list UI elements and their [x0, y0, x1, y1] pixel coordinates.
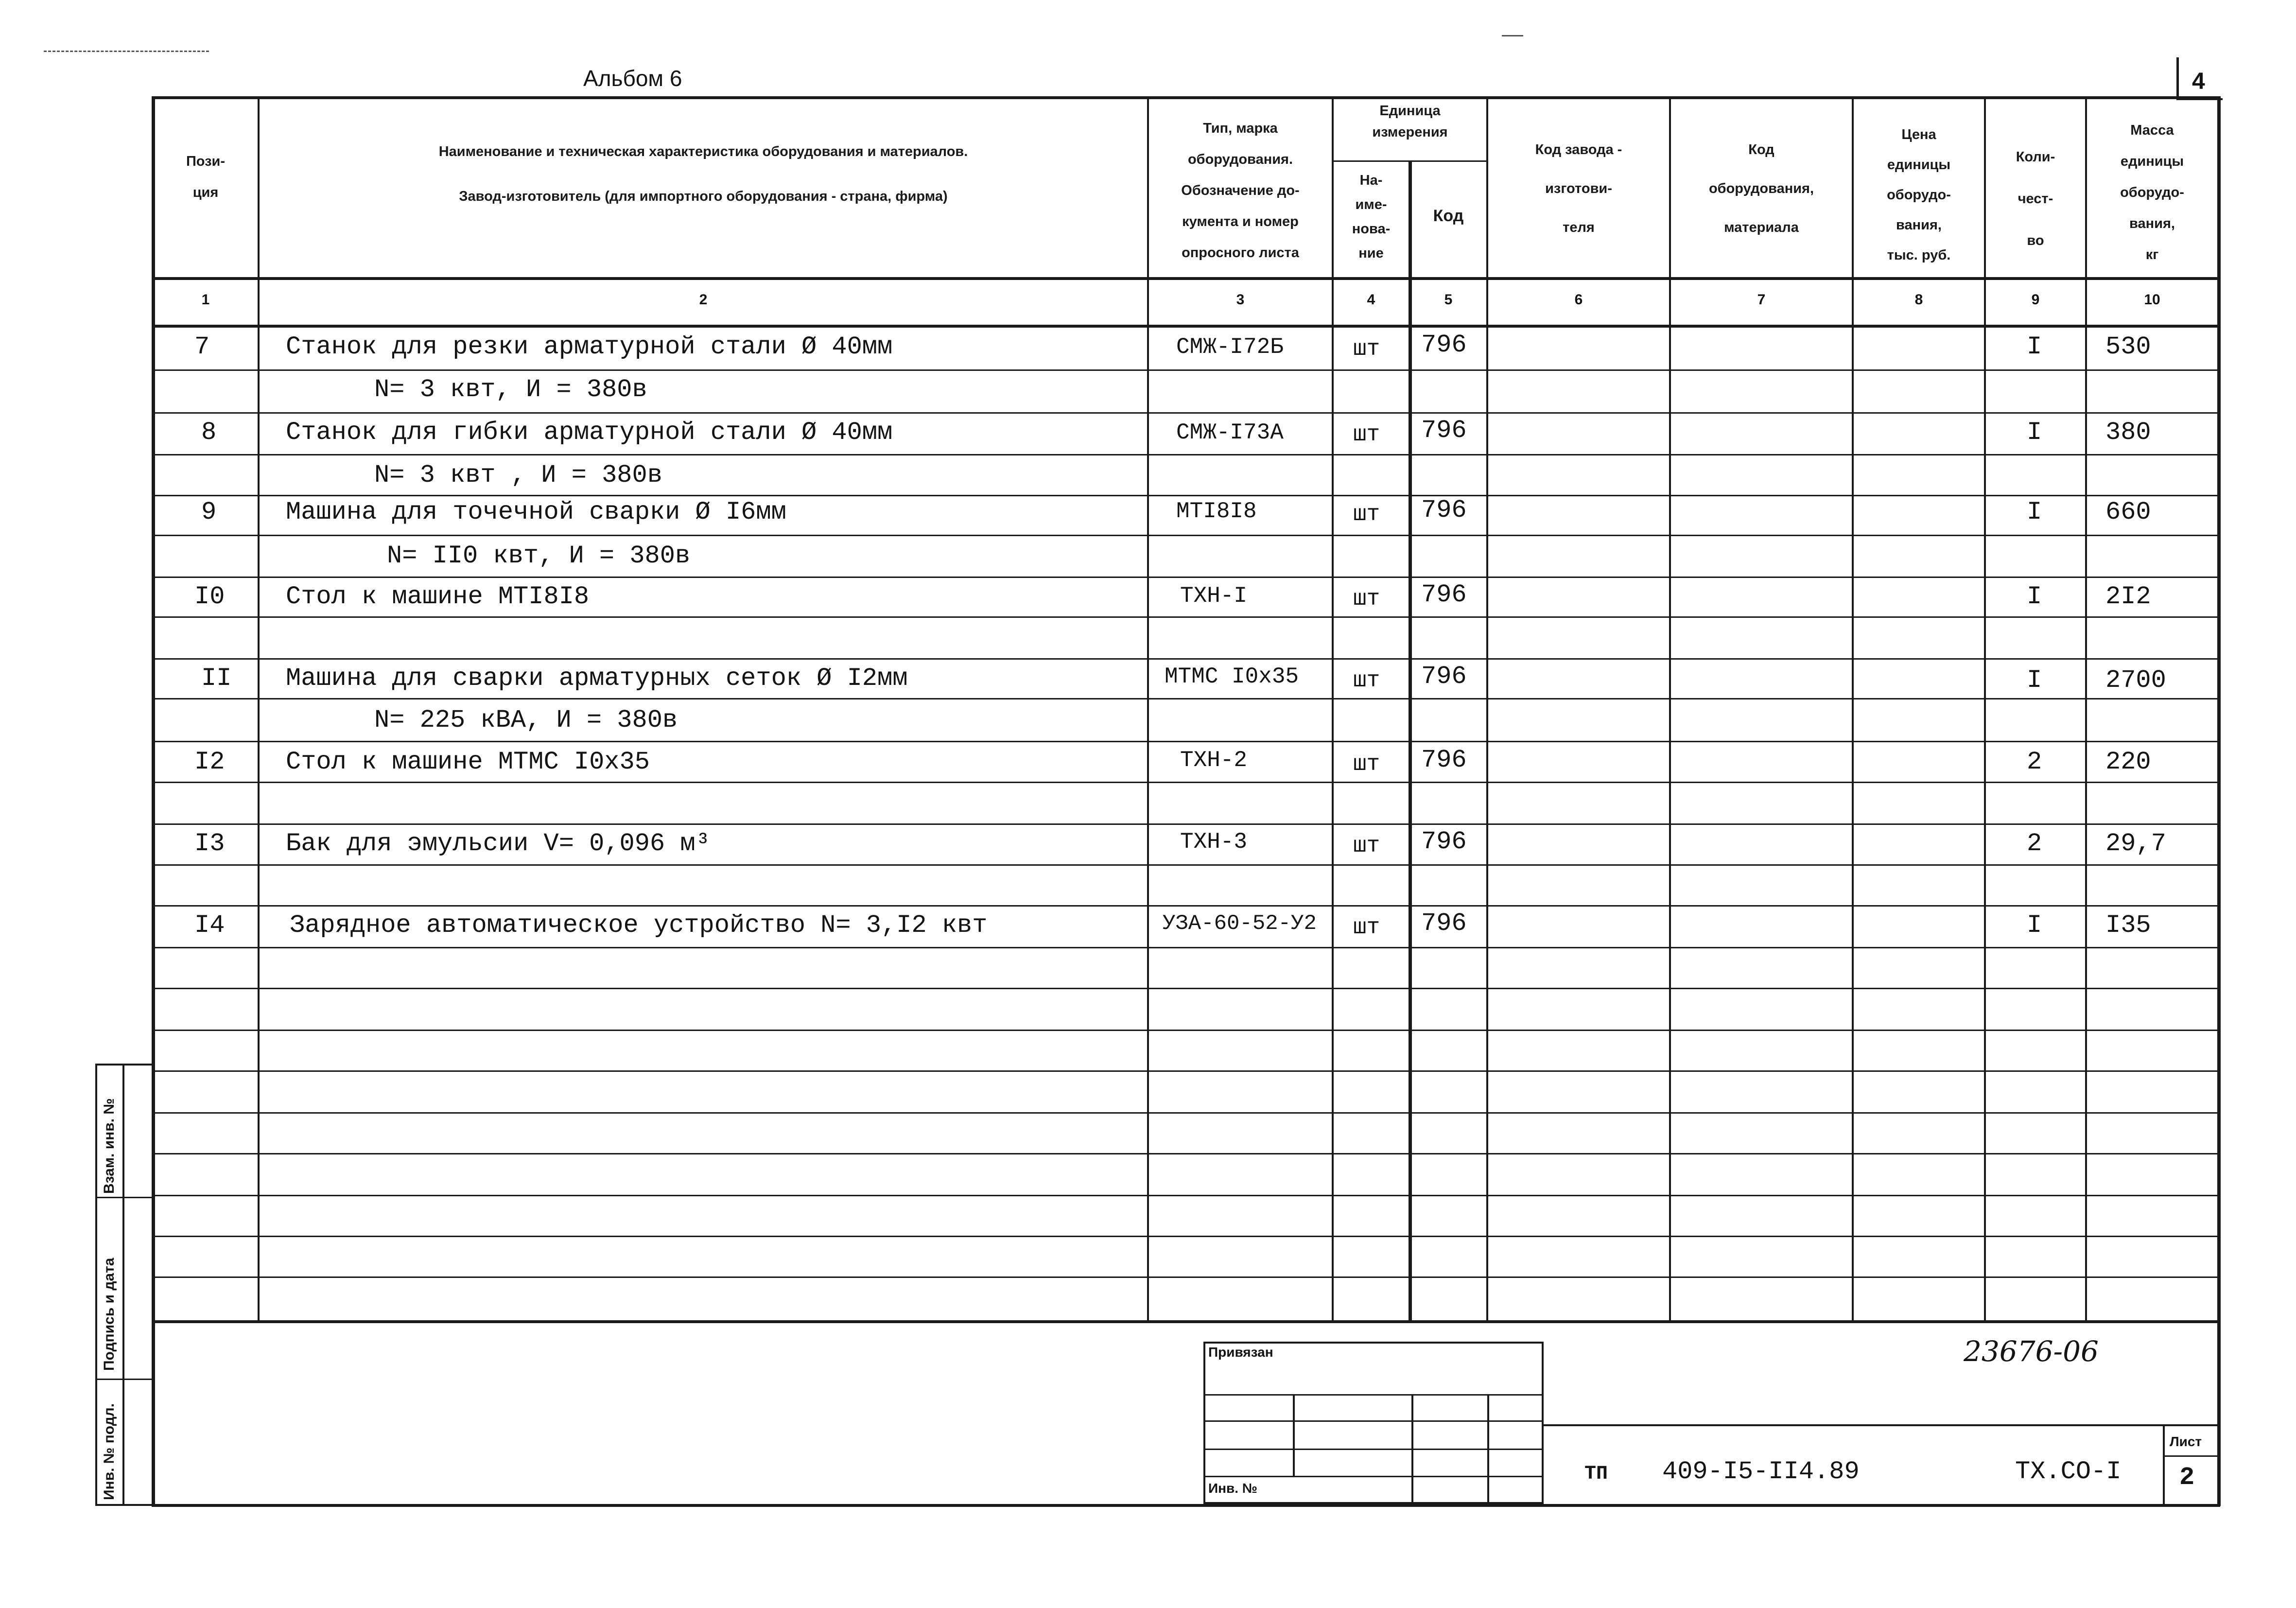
row-11-quantity: I: [2027, 666, 2042, 695]
side-strip-inner-line: [122, 1064, 124, 1506]
vline-col3-4: [1332, 96, 1334, 1320]
privyazan-line-4: [1203, 1476, 1544, 1477]
row-13-code: 796: [1421, 827, 1467, 856]
row-10-position: I0: [194, 582, 225, 611]
row-9-type: МТI8I8: [1176, 499, 1257, 524]
row-8-quantity: I: [2027, 418, 2042, 447]
column-number-8: 8: [1914, 292, 1923, 308]
header-name-line1: Наименование и техническая характеристика оборудования и материалов.: [438, 144, 968, 159]
row-7-unit: шт: [1353, 336, 1380, 362]
hline-numbers-bottom: [152, 325, 2220, 328]
row-10-name: Стол к машине МТI8I8: [286, 582, 590, 611]
row-line-5: [152, 535, 2220, 536]
row-12-unit: шт: [1353, 752, 1380, 777]
row-line-17: [152, 1030, 2220, 1031]
vline-col7-8: [1852, 96, 1854, 1320]
row-line-14: [152, 905, 2220, 907]
sheet-label: Лист: [2170, 1434, 2202, 1449]
row-13-name: Бак для эмульсии V= 0,096 м³: [286, 829, 711, 858]
row-10-type: ТХН-I: [1180, 583, 1248, 609]
row-line-21: [152, 1195, 2220, 1196]
row-7-mass: 530: [2105, 332, 2151, 361]
column-number-9: 9: [2031, 292, 2040, 308]
privyazan-vline-1: [1293, 1394, 1295, 1476]
row-8-code: 796: [1421, 416, 1467, 445]
row-9-unit: шт: [1353, 502, 1380, 527]
row-9-code: 796: [1421, 496, 1467, 524]
header-quantity: Коли- чест- во: [2016, 149, 2055, 248]
corner-page-number: 4: [2192, 69, 2205, 94]
row-13-unit: шт: [1353, 833, 1380, 858]
vline-col1-2: [258, 96, 260, 1320]
row-9-mass: 660: [2105, 498, 2151, 526]
vline-col2-3: [1147, 96, 1149, 1320]
row-8-mass: 380: [2105, 418, 2151, 447]
row-7-type: СМЖ-I72Б: [1176, 334, 1284, 360]
side-label-zam-inv: Взам. инв. №: [101, 1098, 117, 1194]
header-name-line2: Завод-изготовитель (для импортного оборудования - страна, фирма): [459, 189, 948, 204]
row-7-position: 7: [194, 332, 210, 361]
row-11-type: МТМС I0x35: [1165, 664, 1299, 689]
row-14-position: I4: [194, 911, 225, 940]
row-14-type: УЗА-60-52-У2: [1163, 911, 1317, 936]
row-14-quantity: I: [2027, 911, 2042, 940]
top-dash-line: [44, 51, 209, 52]
row-11-code: 796: [1421, 662, 1467, 691]
header-unit-name: На- име- нова- ние: [1352, 173, 1391, 261]
privyazan-vline-2: [1411, 1394, 1413, 1504]
row-8-type: СМЖ-I73А: [1176, 420, 1284, 445]
side-label-inv-podl: Инв. № подл.: [101, 1403, 117, 1500]
top-dash-mark: [1502, 35, 1523, 36]
sheet-number: 2: [2179, 1463, 2195, 1492]
titleblock-top-line: [1544, 1424, 2220, 1426]
vline-col9-10: [2085, 96, 2087, 1320]
header-mass: Масса единицы оборудо- вания, кг: [2120, 122, 2184, 262]
row-12-type: ТХН-2: [1180, 748, 1248, 773]
side-strip-div-1: [95, 1197, 154, 1198]
privyazan-line-3: [1203, 1449, 1544, 1450]
column-number-4: 4: [1367, 292, 1375, 308]
row-7-code: 796: [1421, 331, 1467, 359]
row-12-position: I2: [194, 748, 225, 776]
row-12-quantity: 2: [2027, 748, 2042, 776]
header-unit-group: Единица измерения: [1372, 103, 1448, 140]
row-10-mass: 2I2: [2105, 582, 2151, 611]
row-line-15: [152, 947, 2220, 948]
row-7-quantity: I: [2027, 332, 2042, 361]
row-13-type: ТХН-3: [1180, 829, 1248, 855]
titleblock-doc-code: 409-I5-II4.89: [1662, 1457, 1860, 1486]
row-line-22: [152, 1236, 2220, 1237]
column-number-2: 2: [699, 292, 708, 308]
header-factory-code: Код завода - изготови- теля: [1535, 142, 1622, 235]
row-8-position: 8: [201, 418, 217, 447]
privyazan-block: [1203, 1342, 1544, 1504]
row-line-1: [152, 369, 2220, 371]
row-line-7: [152, 616, 2220, 618]
row-line-13: [152, 864, 2220, 866]
sheet-box-left: [2163, 1424, 2165, 1504]
row-10-quantity: I: [2027, 582, 2042, 611]
header-unit-code: Код: [1433, 207, 1464, 225]
row-line-12: [152, 823, 2220, 825]
row-line-2: [152, 412, 2220, 414]
privyazan-line-1: [1203, 1394, 1544, 1396]
column-number-6: 6: [1574, 292, 1583, 308]
header-equipment-code: Код оборудования, материала: [1708, 142, 1814, 235]
privyazan-label: Привязан: [1208, 1345, 1273, 1360]
album-label: Альбом 6: [583, 66, 682, 91]
titleblock-tp: ТП: [1584, 1463, 1608, 1485]
column-number-7: 7: [1757, 292, 1766, 308]
row-11-mass: 2700: [2105, 666, 2166, 695]
vline-col8-9: [1984, 96, 1986, 1320]
column-number-5: 5: [1444, 292, 1453, 308]
row-line-11: [152, 782, 2220, 783]
row-7-name: Станок для резки арматурной стали Ø 40мм: [286, 332, 893, 361]
row-12-name: Стол к машине МТМС I0x35: [286, 748, 650, 776]
row-line-10: [152, 741, 2220, 742]
vline-col4-5: [1409, 160, 1412, 1320]
row-11-characteristics: N= 225 кВА, И = 380в: [374, 706, 678, 734]
row-13-mass: 29,7: [2105, 829, 2166, 858]
row-14-unit: шт: [1353, 915, 1380, 940]
row-11-position: II: [201, 664, 232, 693]
vline-col5-6: [1486, 96, 1488, 1320]
row-9-quantity: I: [2027, 498, 2042, 526]
archive-number: 23676-06: [1964, 1335, 2099, 1368]
row-line-3: [152, 454, 2220, 455]
titleblock-mark: ТХ.СО-I: [2015, 1457, 2122, 1486]
row-9-position: 9: [201, 498, 217, 526]
row-line-4: [152, 495, 2220, 496]
vline-col6-7: [1669, 96, 1671, 1320]
hline-top: [152, 96, 2220, 99]
side-label-signature-date: Подпись и дата: [101, 1258, 117, 1371]
row-12-mass: 220: [2105, 748, 2151, 776]
row-14-code: 796: [1421, 909, 1467, 938]
header-price: Цена единицы оборудо- вания, тыс. руб.: [1887, 127, 1951, 263]
column-number-10: 10: [2144, 292, 2160, 308]
row-8-unit: шт: [1353, 422, 1380, 447]
row-14-mass: I35: [2105, 911, 2151, 940]
vline-right: [2217, 96, 2221, 1506]
row-11-name: Машина для сварки арматурных сеток Ø I2мм: [286, 664, 908, 693]
corner-box: [2176, 57, 2223, 100]
column-number-3: 3: [1236, 292, 1245, 308]
side-strip-div-2: [95, 1379, 154, 1380]
row-8-characteristics: N= 3 квт , И = 380в: [374, 461, 662, 489]
row-13-quantity: 2: [2027, 829, 2042, 858]
row-line-23: [152, 1276, 2220, 1278]
row-9-characteristics: N= II0 квт, И = 380в: [387, 542, 691, 570]
header-position: Пози- ция: [186, 154, 226, 200]
row-line-20: [152, 1153, 2220, 1154]
hline-frame-bottom: [152, 1504, 2220, 1507]
row-10-unit: шт: [1353, 586, 1380, 612]
header-type: Тип, марка оборудования. Обозначение до- кумента и номер опросного листа: [1181, 121, 1300, 261]
sheet-box-mid: [2163, 1455, 2217, 1457]
row-8-name: Станок для гибки арматурной стали Ø 40мм: [286, 418, 893, 447]
privyazan-vline-3: [1487, 1394, 1489, 1504]
column-number-1: 1: [201, 292, 210, 308]
row-10-code: 796: [1421, 580, 1467, 609]
row-13-position: I3: [194, 829, 225, 858]
row-9-name: Машина для точечной сварки Ø I6мм: [286, 498, 786, 526]
hline-table-bottom: [152, 1320, 2220, 1323]
hline-header-bottom: [152, 277, 2220, 280]
row-line-18: [152, 1070, 2220, 1072]
row-7-characteristics: N= 3 квт, И = 380в: [374, 375, 647, 404]
row-14-name: Зарядное автоматическое устройство N= 3,I2 квт: [290, 911, 988, 940]
row-11-unit: шт: [1353, 668, 1380, 693]
privyazan-line-2: [1203, 1420, 1544, 1422]
inv-no-label: Инв. №: [1208, 1481, 1258, 1496]
row-line-19: [152, 1112, 2220, 1114]
row-line-16: [152, 988, 2220, 989]
row-line-9: [152, 698, 2220, 699]
row-line-8: [152, 658, 2220, 660]
row-12-code: 796: [1421, 746, 1467, 774]
row-line-6: [152, 577, 2220, 578]
